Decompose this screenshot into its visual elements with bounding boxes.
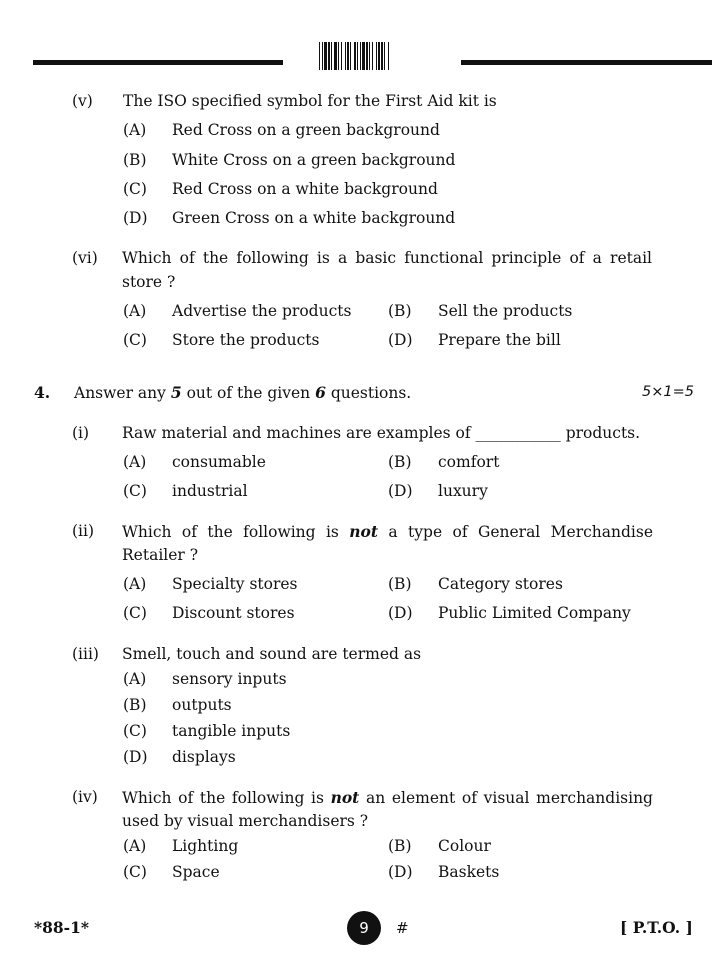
- option-text: Sell the products: [438, 302, 573, 320]
- question-v-text: The ISO specified symbol for the First Aid kit is: [123, 92, 497, 110]
- barcode: [319, 42, 437, 70]
- question-iv-pre: Which of the following is: [122, 789, 324, 807]
- question-ii-post: a type of General Merchandise: [388, 523, 653, 541]
- option-label: (B): [123, 696, 147, 714]
- barcode-bar: [357, 42, 358, 70]
- option-text: Red Cross on a white background: [172, 180, 438, 198]
- question-iv-text-line1: [122, 788, 653, 807]
- option-text: displays: [172, 748, 236, 766]
- question-iv-post: an element of visual merchandising: [366, 789, 653, 807]
- option-text: White Cross on a green background: [172, 151, 456, 169]
- instruction-count-total: 6: [315, 383, 326, 402]
- question-i-text: [122, 424, 640, 442]
- option-label: (C): [123, 863, 147, 881]
- option-label: (D): [123, 209, 148, 227]
- option-text: tangible inputs: [172, 722, 291, 740]
- barcode-bar: [362, 42, 365, 70]
- question-vi-number: (vi): [72, 249, 98, 267]
- option-text: Category stores: [438, 575, 563, 593]
- option-text: luxury: [438, 482, 488, 500]
- question-iii-number: (iii): [72, 645, 99, 663]
- option-label: (B): [388, 837, 412, 855]
- barcode-bar: [354, 42, 356, 70]
- header-rule-left: [33, 60, 283, 65]
- option-label: (B): [123, 151, 147, 169]
- barcode-bar: [319, 42, 320, 70]
- barcode-bar: [338, 42, 339, 70]
- question-ii-text-line1: [122, 522, 653, 541]
- option-label: (B): [388, 575, 412, 593]
- barcode-bar: [347, 42, 349, 70]
- question-v-number: (v): [72, 92, 93, 110]
- question-ii-text-line2: Retailer ?: [122, 546, 199, 564]
- question-i-text-pre: Raw material and machines are examples of: [122, 424, 471, 442]
- barcode-bar: [376, 42, 377, 70]
- option-label: (D): [388, 482, 413, 500]
- barcode-bar: [388, 42, 389, 70]
- option-label: (A): [123, 837, 147, 855]
- pto-label: [ P.T.O. ]: [620, 918, 693, 937]
- question-vi-text-line1: Which of the following is a basic functional principle of a retail: [122, 249, 652, 267]
- emphasis-not: not: [349, 522, 379, 541]
- barcode-bar: [322, 42, 323, 70]
- option-label: (A): [123, 575, 147, 593]
- option-label: (C): [123, 482, 147, 500]
- barcode-bar: [384, 42, 385, 70]
- barcode-bar: [381, 42, 383, 70]
- question-vi-text-line2: store ?: [122, 273, 176, 291]
- emphasis-not: not: [330, 788, 360, 807]
- option-label: (D): [388, 863, 413, 881]
- option-label: (C): [123, 722, 147, 740]
- instruction-count-answer: 5: [170, 383, 182, 402]
- option-text: Green Cross on a white background: [172, 209, 456, 227]
- question-ii-pre: Which of the following is: [122, 523, 339, 541]
- option-text: Colour: [438, 837, 491, 855]
- barcode-bar: [324, 42, 327, 70]
- option-text: outputs: [172, 696, 232, 714]
- option-label: (D): [388, 604, 413, 622]
- option-label: (B): [388, 302, 412, 320]
- option-text: Space: [172, 863, 220, 881]
- question-ii-number: (ii): [72, 522, 95, 540]
- option-text: Specialty stores: [172, 575, 298, 593]
- page-number: 9: [347, 911, 381, 945]
- option-text: Baskets: [438, 863, 500, 881]
- option-label: (A): [123, 302, 147, 320]
- question-4-number: 4.: [34, 383, 51, 402]
- barcode-bar: [331, 42, 332, 70]
- barcode-bar: [378, 42, 380, 70]
- option-text: Discount stores: [172, 604, 295, 622]
- option-label: (D): [388, 331, 413, 349]
- question-i-text-post: products.: [565, 424, 641, 442]
- option-label: (D): [123, 748, 148, 766]
- option-text: Public Limited Company: [438, 604, 631, 622]
- barcode-bar: [350, 42, 351, 70]
- barcode-bar: [360, 42, 361, 70]
- option-label: (A): [123, 121, 147, 139]
- barcode-bar: [334, 42, 337, 70]
- option-text: industrial: [172, 482, 248, 500]
- question-i-number: (i): [72, 424, 90, 442]
- barcode-bar: [345, 42, 346, 70]
- barcode-bar: [372, 42, 373, 70]
- question-4-marks: 5×1=5: [642, 384, 694, 400]
- option-text: Red Cross on a green background: [172, 121, 440, 139]
- question-iv-number: (iv): [72, 788, 98, 806]
- barcode-bar: [369, 42, 370, 70]
- instruction-post: questions.: [330, 384, 412, 402]
- option-label: (C): [123, 604, 147, 622]
- barcode-bar: [366, 42, 368, 70]
- option-label: (A): [123, 453, 147, 471]
- instruction-pre: Answer any: [74, 384, 166, 402]
- question-iii-text: Smell, touch and sound are termed as: [122, 645, 422, 663]
- option-text: Prepare the bill: [438, 331, 561, 349]
- hash-mark: #: [396, 919, 409, 937]
- option-text: Store the products: [172, 331, 320, 349]
- paper-code: *88-1*: [34, 918, 89, 937]
- option-text: Advertise the products: [172, 302, 352, 320]
- option-text: sensory inputs: [172, 670, 287, 688]
- option-text: consumable: [172, 453, 266, 471]
- option-label: (A): [123, 670, 147, 688]
- answer-blank: ___________: [475, 424, 561, 442]
- option-label: (C): [123, 331, 147, 349]
- barcode-bar: [341, 42, 342, 70]
- option-label: (B): [388, 453, 412, 471]
- question-4-instruction: [74, 383, 411, 402]
- header-rule-right: [461, 60, 712, 65]
- option-label: (C): [123, 180, 147, 198]
- instruction-mid: out of the given: [186, 384, 311, 402]
- option-text: Lighting: [172, 837, 239, 855]
- option-text: comfort: [438, 453, 500, 471]
- barcode-bar: [328, 42, 330, 70]
- question-iv-text-line2: used by visual merchandisers ?: [122, 812, 369, 830]
